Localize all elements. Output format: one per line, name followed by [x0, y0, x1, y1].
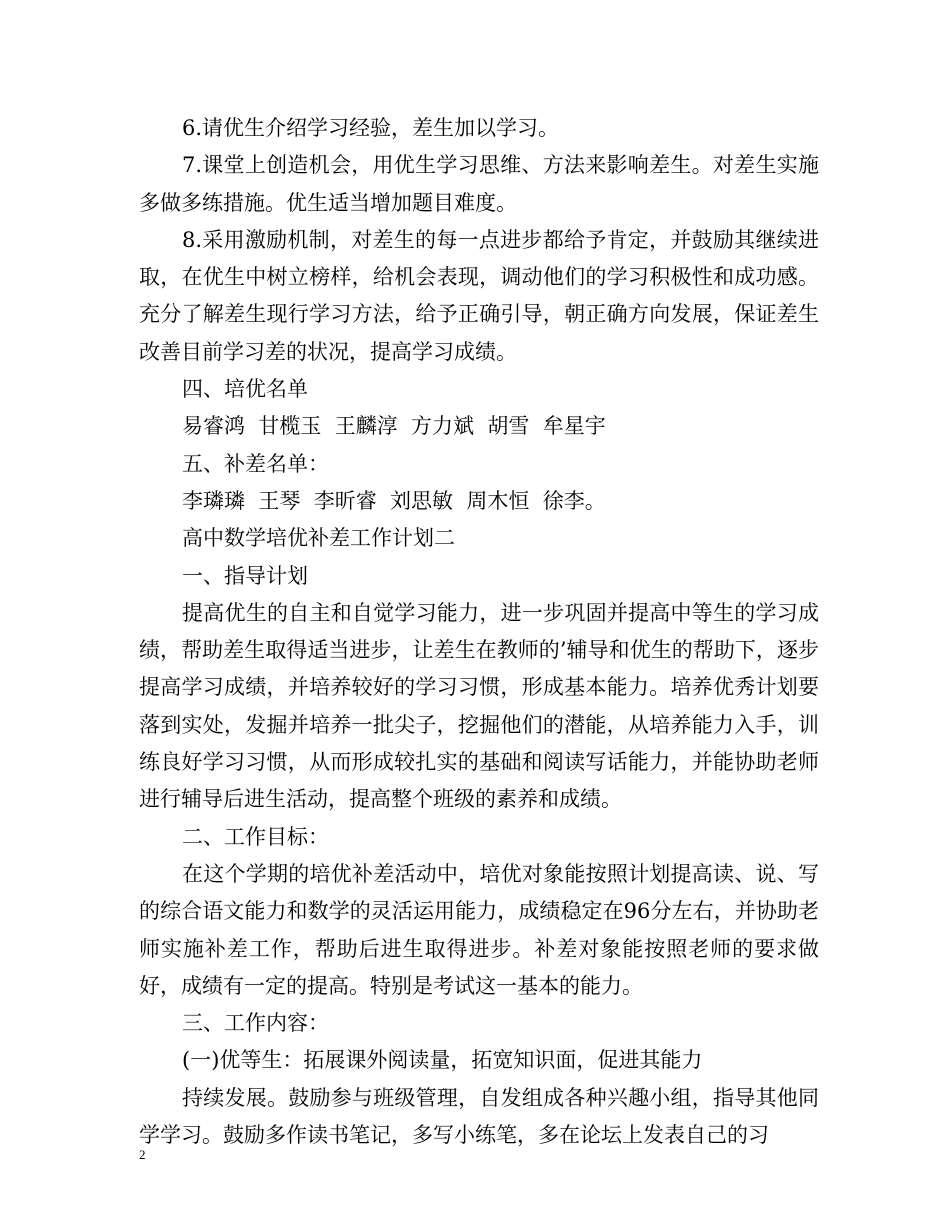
honor-student-names: 易睿鸿 甘榄玉 王麟淳 方力斌 胡雪 牟星宇	[182, 414, 606, 439]
section-heading-work-content: 三、工作内容：	[182, 1011, 329, 1036]
work-content-continuation: 持续发展。鼓励参与班级管理，自发组成各种兴趣小组，指导其他同学学习。鼓励多作读书笔记，多写小练笔，多在论坛上发表自己的习	[139, 1085, 819, 1148]
work-goals-paragraph: 在这个学期的培优补差活动中，培优对象能按照计划提高读、说、写的综合语文能力和数学的灵活运用能力，成绩稳定在96分左右，并协助老师实施补差工作，帮助后进生取得进步。补差对象能按照老师的要求做好，成绩有一定的提高。特别是考试这一基本的能力。	[139, 861, 819, 998]
guidance-plan-paragraph: 提高优生的自主和自觉学习能力，进一步巩固并提高中等生的学习成绩，帮助差生取得适当进步，让差生在教师的’辅导和优生的帮助下，逐步提高学习成绩，并培养较好的学习习惯，形成基本能力。培养优秀计划要落到实处，发掘并培养一批尖子，挖掘他们的潜能，从培养能力入手，训练良好学习习惯，从而形成较扎实的基础和阅读写话能力，并能协助老师进行辅导后进生活动，提高整个班级的素养和成绩。	[139, 600, 819, 812]
section-heading-remedial-list: 五、补差名单：	[182, 451, 329, 476]
remedial-student-names: 李璘璘 王琴 李昕睿 刘思敏 周木恒 徐李。	[182, 488, 606, 513]
document-body	[139, 110, 819, 1154]
work-content-top-students: (一)优等生：拓展课外阅读量，拓宽知识面，促进其能力	[182, 1048, 703, 1073]
section-heading-guidance-plan: 一、指导计划	[182, 563, 308, 588]
paragraph-item-7: 7.课堂上创造机会，用优生学习思维、方法来影响差生。对差生实施多做多练措施。优生适当增加题目难度。	[139, 153, 819, 215]
section-heading-work-goals: 二、工作目标：	[182, 824, 329, 849]
paragraph-item-8: 8.采用激励机制，对差生的每一点进步都给予肯定，并鼓励其继续进取，在优生中树立榜样，给机会表现，调动他们的学习积极性和成功感。充分了解差生现行学习方法，给予正确引导，朝正确方向发展，保证差生改善目前学习差的状况，提高学习成绩。	[139, 227, 819, 364]
section-heading-honor-list: 四、培优名单	[182, 377, 308, 402]
paragraph-item-6: 6.请优生介绍学习经验，差生加以学习。	[182, 116, 560, 140]
plan-two-title: 高中数学培优补差工作计划二	[182, 526, 455, 551]
page-number: 2	[139, 1147, 146, 1162]
